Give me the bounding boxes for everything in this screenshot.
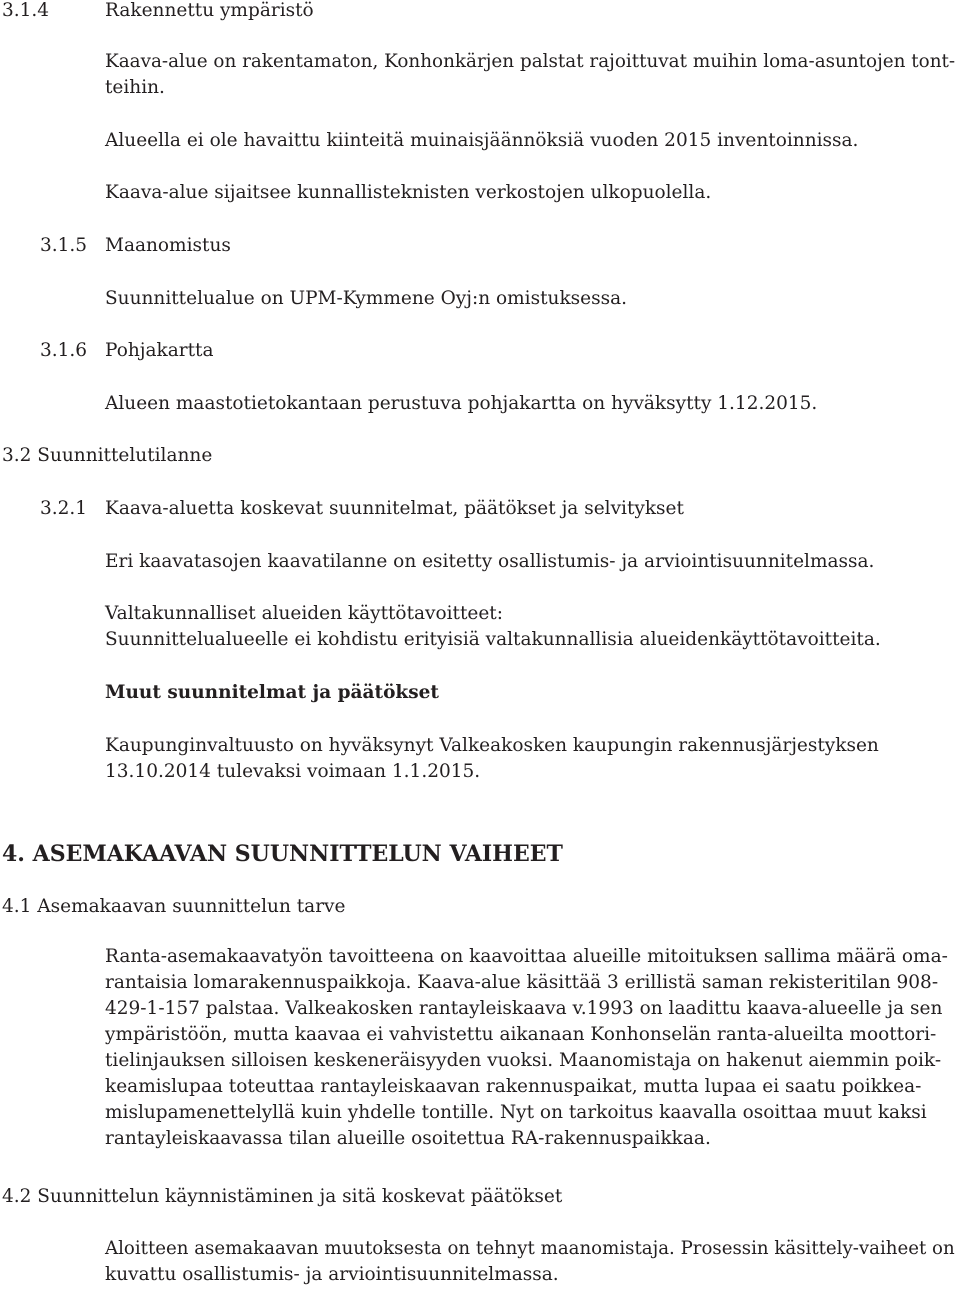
paragraph-line: keamislupaa toteuttaa rantayleiskaavan rakennuspaikat, mutta lupaa ei saatu poikkea-: [105, 1076, 922, 1097]
paragraph-line: Aloitteen asemakaavan muutoksesta on tehnyt maanomistaja. Prosessin käsittely-vaiheet on: [105, 1238, 955, 1259]
paragraph-line: rantayleiskaavassa tilan alueille osoitettua RA-rakennuspaikkaa.: [105, 1128, 711, 1149]
paragraph-line: Ranta-asemakaavatyön tavoitteena on kaavoittaa alueille mitoituksen sallima määrä oma-: [105, 946, 948, 967]
paragraph-line: mislupamenettelyllä kuin yhdelle tontille. Nyt on tarkoitus kaavalla osoittaa muut kaksi: [105, 1102, 927, 1123]
paragraph-line: tielinjauksen silloisen keskeneräisyyden vuoksi. Maanomistaja on hakenut aiemmin poik-: [105, 1050, 942, 1071]
paragraph-line: Kaava-alue on rakentamaton, Konhonkärjen palstat rajoittuvat muihin loma-asuntojen tont-: [105, 51, 956, 72]
paragraph-line: Alueella ei ole havaittu kiinteitä muinaisjäännöksiä vuoden 2015 inventoinnissa.: [105, 130, 859, 151]
section-3-2-1-title: Kaava-aluetta koskevat suunnitelmat, päätökset ja selvitykset: [105, 498, 684, 519]
section-3-1-6-number: 3.1.6: [40, 340, 88, 361]
paragraph-line: Valtakunnalliset alueiden käyttötavoitteet:: [105, 603, 503, 624]
paragraph-line: 429-1-157 palstaa. Valkeakosken rantayleiskaava v.1993 on laadittu kaava-alueelle ja sen: [105, 998, 943, 1019]
paragraph-line: Alueen maastotietokantaan perustuva pohjakartta on hyväksytty 1.12.2015.: [105, 393, 818, 414]
chapter-4-heading: 4. ASEMAKAAVAN SUUNNITTELUN VAIHEET: [2, 841, 563, 867]
section-3-1-5-title: Maanomistus: [105, 235, 231, 256]
section-3-1-5-number: 3.1.5: [40, 235, 88, 256]
section-3-2-heading: 3.2 Suunnittelutilanne: [2, 445, 213, 466]
section-3-1-4-title: Rakennettu ympäristö: [105, 0, 314, 21]
subheading-muut-suunnitelmat: Muut suunnitelmat ja päätökset: [105, 682, 439, 703]
paragraph-line: Kaupunginvaltuusto on hyväksynyt Valkeakosken kaupungin rakennusjärjestyksen: [105, 735, 879, 756]
paragraph-line: ympäristöön, mutta kaavaa ei vahvistettu aikanaan Konhonselän ranta-alueilta moottori-: [105, 1024, 937, 1045]
section-3-1-6-title: Pohjakartta: [105, 340, 214, 361]
paragraph-line: teihin.: [105, 77, 165, 98]
paragraph-line: 13.10.2014 tulevaksi voimaan 1.1.2015.: [105, 761, 481, 782]
section-4-1-heading: 4.1 Asemakaavan suunnittelun tarve: [2, 896, 346, 917]
paragraph-line: Suunnittelualueelle ei kohdistu erityisiä valtakunnallisia alueidenkäyttötavoitteita.: [105, 629, 881, 650]
paragraph-line: Suunnittelualue on UPM-Kymmene Oyj:n omistuksessa.: [105, 288, 627, 309]
section-4-2-heading: 4.2 Suunnittelun käynnistäminen ja sitä koskevat päätökset: [2, 1186, 563, 1207]
paragraph-line: rantaisia lomarakennuspaikkoja. Kaava-alue käsittää 3 erillistä saman rekisteritilan 908-: [105, 972, 939, 993]
section-3-2-1-number: 3.2.1: [40, 498, 88, 519]
section-3-1-4-number: 3.1.4: [2, 0, 50, 21]
paragraph-line: kuvattu osallistumis- ja arviointisuunnitelmassa.: [105, 1264, 559, 1285]
paragraph-line: Eri kaavatasojen kaavatilanne on esitetty osallistumis- ja arviointisuunnitelmassa.: [105, 551, 875, 572]
paragraph-line: Kaava-alue sijaitsee kunnallisteknisten verkostojen ulkopuolella.: [105, 182, 712, 203]
